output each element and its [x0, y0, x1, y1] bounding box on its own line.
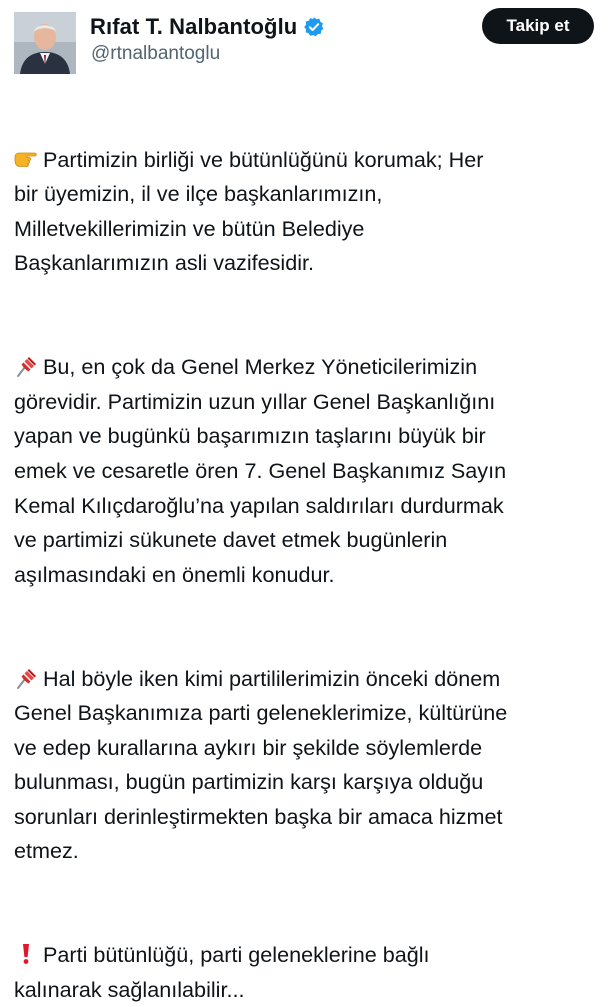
pushpin-icon — [14, 355, 38, 377]
pointing-hand-icon — [14, 148, 38, 170]
paragraph-text: Parti bütünlüğü, parti geleneklerine bağlı kalınarak sağlanılabilir... — [14, 942, 430, 1002]
tweet-text — [14, 108, 604, 1007]
tweet-paragraph — [14, 627, 604, 869]
name-row — [90, 12, 325, 42]
tweet-paragraph — [14, 904, 604, 1007]
user-handle[interactable]: @rtnalbantoglu — [91, 43, 221, 64]
verified-badge-icon — [303, 16, 325, 38]
tweet-paragraph — [14, 316, 604, 593]
person-avatar-icon — [14, 12, 76, 74]
follow-button[interactable]: Takip et — [482, 8, 594, 44]
paragraph-text: Partimizin birliği ve bütünlüğünü korumak; Her bir üyemizin, il ve ilçe başkanlarımızın, Milletvekillerimizin ve bütün Belediye Başkanlarımızın asli vazifesidir. — [14, 146, 484, 276]
paragraph-text: Bu, en çok da Genel Merkez Yöneticilerimizin görevidir. Partimizin uzun yıllar Genel Başkanlığını yapan ve bugünkü başarımızın taşlarını büyük bir emek ve cesaretle ören 7. Genel Başkanımız Sayın Kemal Kılıçdaroğlu’na yapılan saldırıları durdurmak ve partimizi sükunete davet etmek bugünlerin aşılmasındaki en önemli konudur. — [14, 354, 507, 587]
pushpin-icon — [14, 667, 38, 689]
paragraph-text: Hal böyle iken kimi partililerimizin önceki dönem Genel Başkanımıza parti geleneklerimize, kültürüne ve edep kurallarına aykırı bir şekilde söylemlerde bulunması, bugün partimizin karşı karşıya olduğu sorunları derinleştirmekten başka bir amaca hizmet etmez. — [14, 665, 508, 864]
avatar[interactable] — [14, 12, 76, 74]
tweet-header — [0, 0, 612, 86]
tweet-paragraph — [14, 108, 604, 281]
display-name[interactable]: Rıfat T. Nalbantoğlu — [90, 14, 298, 39]
exclamation-icon — [14, 943, 38, 965]
